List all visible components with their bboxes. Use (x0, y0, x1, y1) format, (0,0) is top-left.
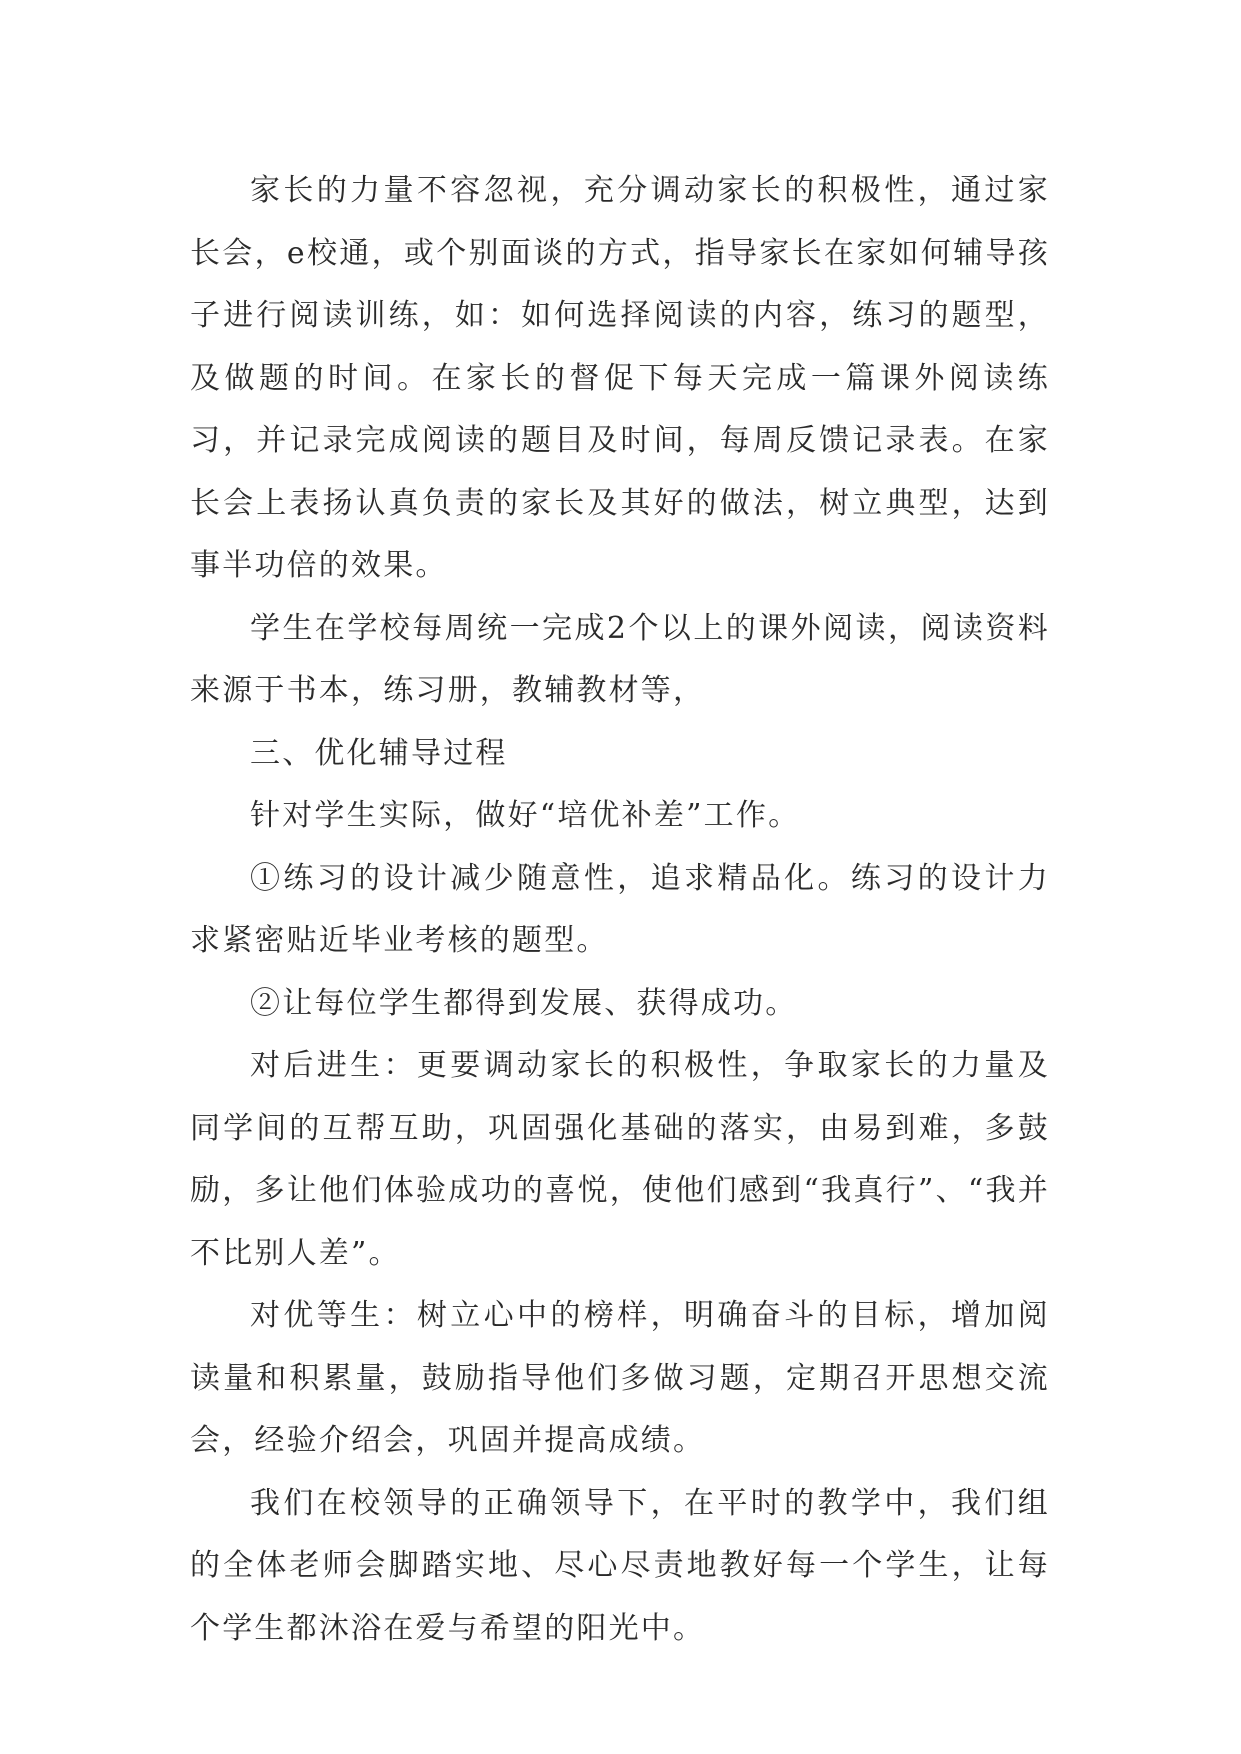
section-heading-optimize-tutoring: 三、优化辅导过程 (250, 735, 508, 771)
document-body (190, 160, 1050, 1660)
paragraph-every-student: ②让每位学生都得到发展、获得成功。 (250, 985, 798, 1021)
paragraph-targeted-work: 针对学生实际，做好“培优补差”工作。 (250, 798, 801, 833)
paragraph-exercise-design: ①练习的设计减少随意性，追求精品化。练习的设计力求紧密贴近毕业考核的题型。 (190, 860, 1050, 958)
paragraph-top-students: 对优等生：树立心中的榜样，明确奋斗的目标，增加阅读量和积累量，鼓励指导他们多做习题，定期召开思想交流会，经验介绍会，巩固并提高成绩。 (190, 1298, 1050, 1458)
paragraph-parent-involvement: 家长的力量不容忽视，充分调动家长的积极性，通过家长会，e校通，或个别面谈的方式，指导家长在家如何辅导孩子进行阅读训练，如：如何选择阅读的内容，练习的题型，及做题的时间。在家长的督促下每天完成一篇课外阅读练习，并记录完成阅读的题目及时间，每周反馈记录表。在家长会上表扬认真负责的家长及其好的做法，树立典型，达到事半功倍的效果。 (190, 173, 1050, 583)
paragraph-school-reading: 学生在学校每周统一完成2个以上的课外阅读，阅读资料来源于书本，练习册，教辅教材等， (190, 610, 1050, 708)
paragraph-struggling-students: 对后进生：更要调动家长的积极性，争取家长的力量及同学间的互帮互助，巩固强化基础的落实，由易到难，多鼓励，多让他们体验成功的喜悦，使他们感到“我真行”、“我并不比别人差”。 (190, 1048, 1050, 1271)
paragraph-conclusion: 我们在校领导的正确领导下，在平时的教学中，我们组的全体老师会脚踏实地、尽心尽责地教好每一个学生，让每个学生都沐浴在爱与希望的阳光中。 (190, 1485, 1050, 1646)
